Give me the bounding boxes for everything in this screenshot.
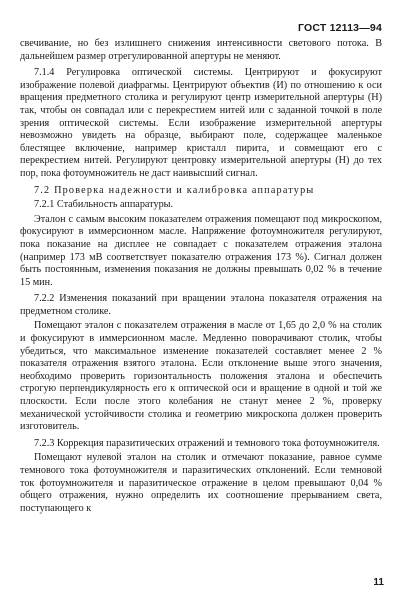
subheading-7-2-2: 7.2.2 Изменения показаний при вращении эталона показателя отражения на предметном столике. [20, 293, 382, 317]
page-number: 11 [373, 577, 384, 588]
paragraph-stability: Эталон с самым высоким показателем отражения помещают под микроскопом, фокусируют в иммерсионном масле. Напряжение фотоумножителя регулируют, пока показание на дисплее не совпадает с показателем отражения эталона (например 173 мВ соответствует показателю отражения 173 %). Сигнал должен быть постоянным, изменения показания не должны превышать 0,02 % в течение 15 мин. [20, 213, 382, 288]
paragraph-continuation: свечивание, но без излишнего снижения интенсивности светового потока. В дальнейшем размер отрегулированной апертуры не меняют. [20, 38, 382, 62]
paragraph-rotation: Помещают эталон с показателем отражения в масле от 1,65 до 2,0 % на столик и фокусируют в иммерсионном масле. Медленно поворачивают столик, чтобы убедиться, что максимальное изменение показателей составляет менее 2 % показателя отражения взятого эталона. Если отклонение выше этого значения, необходимо проверить горизонтальность положения эталона и обеспечить строгую перпендикулярность его к оптической оси и вращение в одной и той же плоскости. Если после этого колебания не станут менее 2 %, проверку механической устойчивости столика и геометрию микроскопа должен проверить изготовитель. [20, 320, 382, 433]
paragraph-7-1-4: 7.1.4 Регулировка оптической системы. Центрируют и фокусируют изображение полевой диафрагмы. Центрируют объектив (И) по отношению к оси вращения предметного столика и регулируют центр измерительной апертуры (Н) так, чтобы он совпадал или с перекрестием нитей или с заданной точкой в поле зрения оптической системы. Если изображение измерительной апертуры невозможно увидеть на образце, выбирают поле, содержащее маленькое блестящее включение, например кристалл пирита, и совмещают его с перекрестием нитей. Регулируют центровку измерительной апертуры (Н) до тех пор, пока фотоумножитель не даст наивысший сигнал. [20, 67, 382, 179]
section-heading-7-2: 7.2 Проверка надежности и калибровка аппаратуры [34, 184, 315, 196]
document-body [20, 38, 382, 519]
paragraph-correction: Помещают нулевой эталон на столик и отмечают показание, равное сумме темнового тока фотоумножителя и паразитических отклонений. Если темновой ток фотоумножителя и паразитическое отражение в целом превышают 0,04 % общего отражения, нужно определить их соотношение прерыванием света, поступающего к [20, 452, 382, 514]
subheading-7-2-3: 7.2.3 Коррекция паразитических отражений и темнового тока фотоумножителя. [34, 437, 380, 449]
document-number-header: ГОСТ 12113—94 [297, 22, 382, 34]
subheading-7-2-1: 7.2.1 Стабильность аппаратуры. [34, 199, 174, 211]
